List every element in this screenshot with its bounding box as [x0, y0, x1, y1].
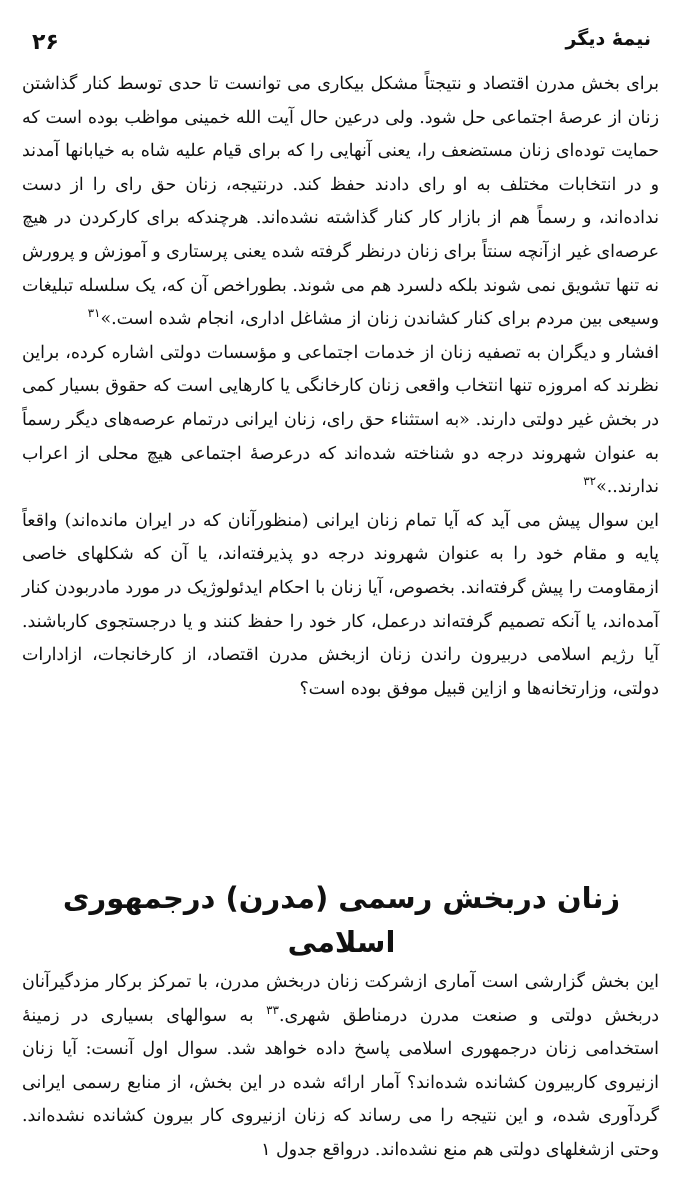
- section-paragraph-text-start: این بخش گزارشی است آماری ازشرکت زنان دربخش مدرن، با تمرکز برکار مزدگیرآنان دربخش دولتی و صنعت مدرن درمناطق شهری.: [22, 972, 659, 1026]
- paragraph-3-text: این سوال پیش می آید که آیا تمام زنان ایرانی (منظورآنان که در ایران مانده‌اند) واقعاً پایه و مقام خود را به عنوان شهروند درجه دو پذیرفته‌اند، یا آن که شکلهای خاصی ازمقاومت را پیش گرفته‌اند. بخصوص، آیا زنان با احکام ایدئولوژیک در مورد مادربودن کنار آمده‌اند، یا آنکه تصمیم گرفته‌اند درعمل، کار خود را حفظ کنند و یا درجستجوی کارباشند. آیا رژیم اسلامی دربیرون راندن زنان ازبخش مدرن اقتصاد، از کارخانجات، ازادارات دولتی، وزارتخانه‌ها و ازاین قبیل موفق بوده است؟: [22, 510, 659, 699]
- paragraph-1: [22, 68, 659, 337]
- paragraph-3: [22, 505, 659, 707]
- book-title: نیمهٔ دیگر: [565, 28, 651, 50]
- page-number: ۲۶: [32, 30, 59, 55]
- section-paragraph: [22, 966, 659, 1168]
- footnote-marker-32: ۳۲: [583, 474, 597, 489]
- footnote-marker-33: ۳۳: [266, 1002, 279, 1017]
- body-text: [22, 68, 659, 706]
- footnote-marker-31: ۳۱: [87, 306, 101, 321]
- section-heading: زنان دربخش رسمی (مدرن) درجمهوری اسلامی: [62, 881, 621, 959]
- paragraph-2: [22, 337, 659, 505]
- running-head: [24, 26, 657, 56]
- section-body-text: [22, 966, 659, 1168]
- paragraph-2-text: افشار و دیگران به تصفیه زنان از خدمات اجتماعی و مؤسسات دولتی اشاره کرده، براین نظرند که امروزه تنها انتخاب واقعی زنان کارخانگی یا کارهایی است که حقوق بسیار کمی در بخش غیر دولتی دارند. «به استثناء حق رای، زنان ایرانی درتمام عرصه‌های دیگر رسماً به عنوان شهروند درجه دو شناخته شده‌اند که درعرصهٔ اجتماعی هیچ محلی از اعراب ندارند..»: [22, 342, 659, 498]
- section-paragraph-text-end: به سوالهای بسیاری در زمینهٔ استخدامی زنان درجمهوری اسلامی پاسخ داده خواهد شد. سوال اول آنست: آیا زنان ازنیروی کاربیرون کشانده شده‌اند؟ آمار ارائه شده در این بخش، از منابع رسمی ایرانی گردآوری شده، و این نتیجه را می رساند که زنان ازنیروی کار بیرون کشانده نشده‌اند. وحتی ازشغلهای دولتی هم منع نشده‌اند. درواقع جدول ۱: [22, 1005, 659, 1160]
- paragraph-1-text: برای بخش مدرن اقتصاد و نتیجتاً مشکل بیکاری می توانست تا حدی توسط کنار گذاشتن زنان از عرصهٔ اجتماعی حل شود. ولی درعین حال آیت الله خمینی مواظب بوده است که حمایت توده‌ای زنان مستضعف را، یعنی آنهایی را که برای قیام علیه شاه به خیابانها آمدند و در انتخابات مختلف به او رای دادند حفظ کند. درنتیجه، زنان حق رای را از دست نداده‌اند، و رسماً هم از بازار کار کنار گذاشته نشده‌اند. هرچندکه برای کارکردن در هیچ عرصه‌ای غیر ازآنچه سنتاً برای زنان درنظر گرفته شده یعنی پرستاری و آموزش و پرورش نه تنها تشویق نمی شوند بلکه دلسرد هم می شوند. بطوراخص آن که، یک سلسله تبلیغات وسیعی بین مردم برای کنار کشاندن زنان از مشاغل اداری، انجام شده است.»: [22, 74, 659, 330]
